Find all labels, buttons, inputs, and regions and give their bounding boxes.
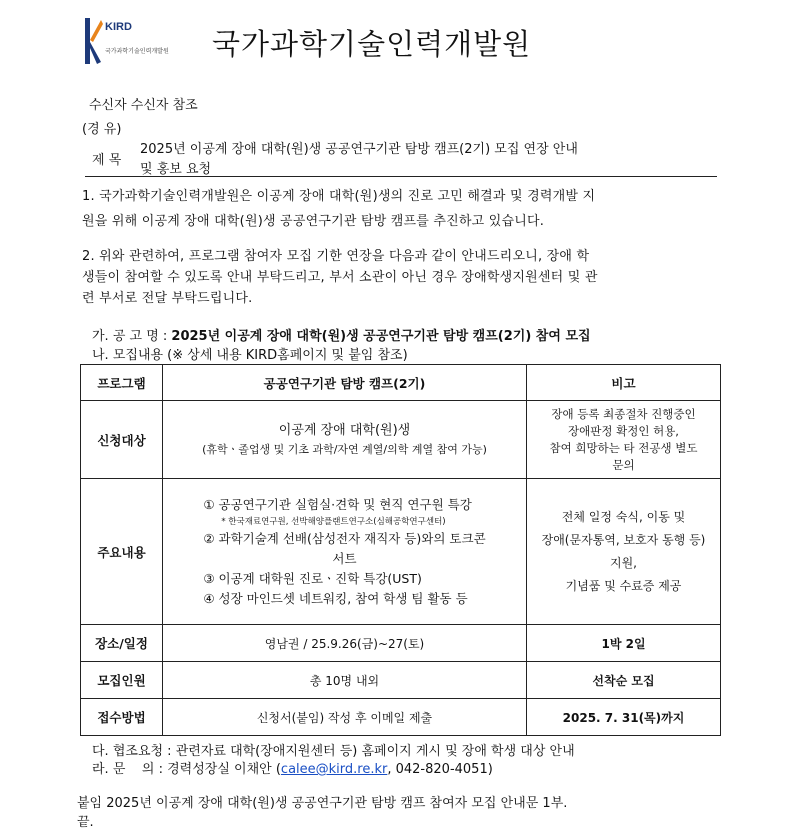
count-label: 모집인원: [81, 662, 163, 699]
item-ga: [92, 325, 591, 344]
table-row-place: [81, 625, 721, 662]
item-da: 다. 협조요청 : 관련자료 대학(장애지원센터 등) 홈페이지 게시 및 장애 학생 대상 안내: [92, 744, 575, 759]
content-note-4: 기념품 및 수료증 제공: [565, 578, 682, 593]
paragraph-1-line-1: 1. 국가과학기술인력개발원은 이공계 장애 대학(원)생의 진로 고민 해결과 및 경력개발 지: [82, 189, 596, 204]
place-note: 1박 2일: [527, 625, 721, 662]
kird-logo-mark: [85, 18, 103, 64]
attachment: 붙임 2025년 이공계 장애 대학(원)생 공공연구기관 탐방 캠프 참여자 모집 안내문 1부.: [77, 796, 568, 811]
content-item-1-note: * 한국재료연구원, 선박해양플랜트연구소(심해공학연구센터): [221, 516, 446, 527]
target-note-1: 장애 등록 최종절차 진행중인: [551, 406, 696, 421]
via: (경 유): [82, 122, 122, 137]
content-note-1: 전체 일정 숙식, 이동 및: [561, 509, 686, 524]
table-header-row: [81, 365, 721, 401]
header-camp: 공공연구기관 탐방 캠프(2기): [163, 365, 527, 401]
content-item-1: ① 공공연구기관 실험실·견학 및 현직 연구원 특강: [203, 496, 472, 512]
header-program: 프로그램: [81, 365, 163, 401]
program-table: [80, 364, 721, 736]
paragraph-2-line-2: 생들이 참여할 수 있도록 안내 부탁드리고, 부서 소관이 아닌 경우 장애학생지원센터 및 관: [82, 270, 598, 285]
target-note: [527, 401, 721, 479]
target-sub: (휴학ㆍ졸업생 및 기초 과학/자연 계열/의학 계열 참여 가능): [202, 442, 487, 456]
paragraph-2-line-3: 련 부서로 전달 부탁드립니다.: [82, 291, 253, 306]
content-cell: [163, 479, 527, 625]
content-note: [527, 479, 721, 625]
target-note-3: 참여 희망하는 타 전공생 별도: [549, 440, 698, 455]
item-ga-label: 가. 공 고 명 :: [92, 329, 172, 344]
logo-text: KIRD: [105, 21, 132, 33]
item-ra-suffix: , 042-820-4051): [387, 762, 493, 777]
paragraph-2-line-1: 2. 위와 관련하여, 프로그램 참여자 모집 기한 연장을 다음과 같이 안내드리오니, 장애 학: [82, 249, 590, 264]
content-list: [203, 495, 485, 609]
subject-line-2: 및 홍보 요청: [140, 162, 212, 177]
paragraph-1-line-2: 원을 위해 이공계 장애 대학(원)생 공공연구기관 탐방 캠프를 추진하고 있습니다.: [82, 214, 545, 229]
target-main: 이공계 장애 대학(원)생: [278, 422, 411, 438]
item-ra-prefix: 라. 문 의 : 경력성장실 이채안 (: [92, 762, 281, 777]
apply-note: 2025. 7. 31(목)까지: [527, 699, 721, 736]
content-note-3: 지원,: [610, 555, 637, 570]
content-item-4: ④ 성장 마인드셋 네트워킹, 참여 학생 팀 활동 등: [203, 590, 468, 606]
target-note-2: 장애판정 확정인 허용,: [568, 423, 679, 438]
place-label: 장소/일정: [81, 625, 163, 662]
table-row-apply: [81, 699, 721, 736]
content-label: 주요내용: [81, 479, 163, 625]
recipient: 수신자 수신자 참조: [89, 98, 198, 113]
header-remarks: 비고: [527, 365, 721, 401]
logo-subtext: 국가과학기술인력개발원: [105, 49, 169, 55]
item-ra: [92, 758, 493, 777]
table-row-content: [81, 479, 721, 625]
item-na: 나. 모집내용 (※ 상세 내용 KIRD홈페이지 및 붙임 참조): [92, 348, 408, 363]
item-ga-value: 2025년 이공계 장애 대학(원)생 공공연구기관 탐방 캠프(2기) 참여 모집: [171, 329, 591, 344]
paragraph-1: [82, 184, 595, 234]
paragraph-2: [82, 246, 598, 309]
target-label: 신청대상: [81, 401, 163, 479]
target-cell: [163, 401, 527, 479]
count-value: 총 10명 내외: [163, 662, 527, 699]
contact-email-link[interactable]: calee@kird.re.kr: [280, 762, 388, 777]
org-title: 국가과학기술인력개발원: [212, 27, 532, 61]
content-item-3: ③ 이공계 대학원 진로ㆍ진학 특강(UST): [203, 570, 422, 586]
count-note: 선착순 모집: [527, 662, 721, 699]
subject-label: 제 목: [92, 153, 122, 168]
place-value: 영남권 / 25.9.26(금)~27(토): [163, 625, 527, 662]
apply-label: 접수방법: [81, 699, 163, 736]
target-note-4: 문의: [612, 457, 635, 472]
kird-logo: [85, 18, 169, 68]
end-mark: 끝.: [77, 815, 94, 830]
subject-line-1: 2025년 이공계 장애 대학(원)생 공공연구기관 탐방 캠프(2기) 모집 연장 안내: [140, 142, 578, 157]
content-item-2b: 서트: [332, 550, 357, 566]
subject-divider: [85, 176, 717, 177]
table-row-target: [81, 401, 721, 479]
content-item-2a: ② 과학기술계 선배(삼성전자 재직자 등)와의 토크콘: [203, 530, 486, 546]
table-row-count: [81, 662, 721, 699]
apply-value: 신청서(붙임) 작성 후 이메일 제출: [163, 699, 527, 736]
content-note-2: 장애(문자통역, 보호자 동행 등): [541, 532, 706, 547]
